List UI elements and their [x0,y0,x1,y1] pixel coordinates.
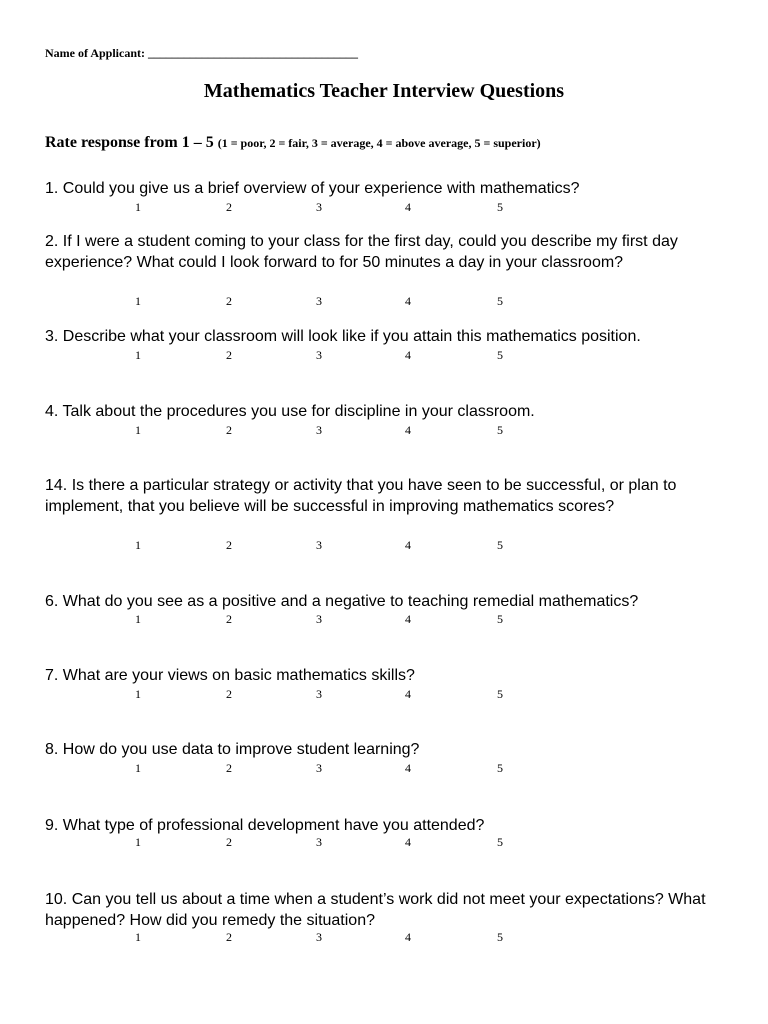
rating-option: 4 [405,200,411,214]
rating-option: 1 [135,687,141,701]
rating-option: 5 [497,200,503,214]
rating-instructions [45,134,541,152]
rating-option: 4 [405,348,411,362]
rating-option: 3 [316,835,322,849]
rating-option: 2 [226,687,232,701]
rating-scale [0,423,768,439]
rating-option: 1 [135,612,141,626]
applicant-name-field: Name of Applicant: ___________________________________ [45,46,358,60]
page-title: Mathematics Teacher Interview Questions [203,80,565,102]
rating-option: 3 [316,687,322,701]
rating-option: 3 [316,612,322,626]
rating-option: 1 [135,294,141,308]
question-text: 4. Talk about the procedures you use for discipline in your classroom. [45,403,535,420]
rating-scale-legend: (1 = poor, 2 = fair, 3 = average, 4 = above average, 5 = superior) [217,136,541,150]
rating-range-label: Rate response from 1 – 5 [45,134,214,151]
rating-option: 3 [316,538,322,552]
rating-scale [0,348,768,364]
rating-option: 1 [135,538,141,552]
rating-scale [0,200,768,216]
rating-option: 2 [226,294,232,308]
rating-option: 1 [135,200,141,214]
rating-option: 3 [316,348,322,362]
rating-scale [0,538,768,554]
rating-option: 4 [405,930,411,944]
rating-option: 1 [135,835,141,849]
rating-option: 1 [135,761,141,775]
question-text: 10. Can you tell us about a time when a student’s work did not meet your expectations? What happened? How did you remedy the situation? [45,891,706,929]
question-text: 3. Describe what your classroom will look like if you attain this mathematics position. [45,328,641,345]
rating-option: 5 [497,612,503,626]
rating-option: 5 [497,930,503,944]
rating-option: 4 [405,761,411,775]
rating-option: 4 [405,687,411,701]
rating-option: 3 [316,761,322,775]
rating-option: 5 [497,538,503,552]
question-text: 9. What type of professional development have you attended? [45,817,485,834]
rating-scale [0,835,768,851]
rating-option: 4 [405,835,411,849]
question-text: 8. How do you use data to improve student learning? [45,741,420,758]
rating-scale [0,930,768,946]
rating-option: 1 [135,930,141,944]
rating-scale [0,612,768,628]
rating-option: 4 [405,294,411,308]
rating-option: 3 [316,294,322,308]
rating-option: 4 [405,538,411,552]
rating-option: 5 [497,294,503,308]
rating-option: 2 [226,835,232,849]
rating-option: 5 [497,687,503,701]
question-text: 14. Is there a particular strategy or activity that you have seen to be successful, or plan to implement, that you believe will be successful in improving mathematics scores? [45,477,677,515]
rating-option: 4 [405,612,411,626]
rating-option: 4 [405,423,411,437]
rating-option: 5 [497,423,503,437]
rating-option: 2 [226,930,232,944]
rating-option: 5 [497,761,503,775]
rating-option: 3 [316,423,322,437]
rating-scale [0,294,768,310]
rating-option: 1 [135,423,141,437]
question-text: 1. Could you give us a brief overview of your experience with mathematics? [45,180,580,197]
question-text: 7. What are your views on basic mathematics skills? [45,667,415,684]
rating-option: 3 [316,200,322,214]
question-text: 6. What do you see as a positive and a negative to teaching remedial mathematics? [45,593,639,610]
rating-option: 1 [135,348,141,362]
rating-scale [0,687,768,703]
rating-option: 5 [497,835,503,849]
rating-option: 2 [226,761,232,775]
rating-option: 2 [226,200,232,214]
rating-option: 2 [226,538,232,552]
rating-option: 3 [316,930,322,944]
rating-option: 5 [497,348,503,362]
rating-option: 2 [226,612,232,626]
rating-option: 2 [226,423,232,437]
rating-scale [0,761,768,777]
rating-option: 2 [226,348,232,362]
question-text: 2. If I were a student coming to your class for the first day, could you describe my first day experience? What could I look forward to for 50 minutes a day in your classroom? [45,233,678,271]
